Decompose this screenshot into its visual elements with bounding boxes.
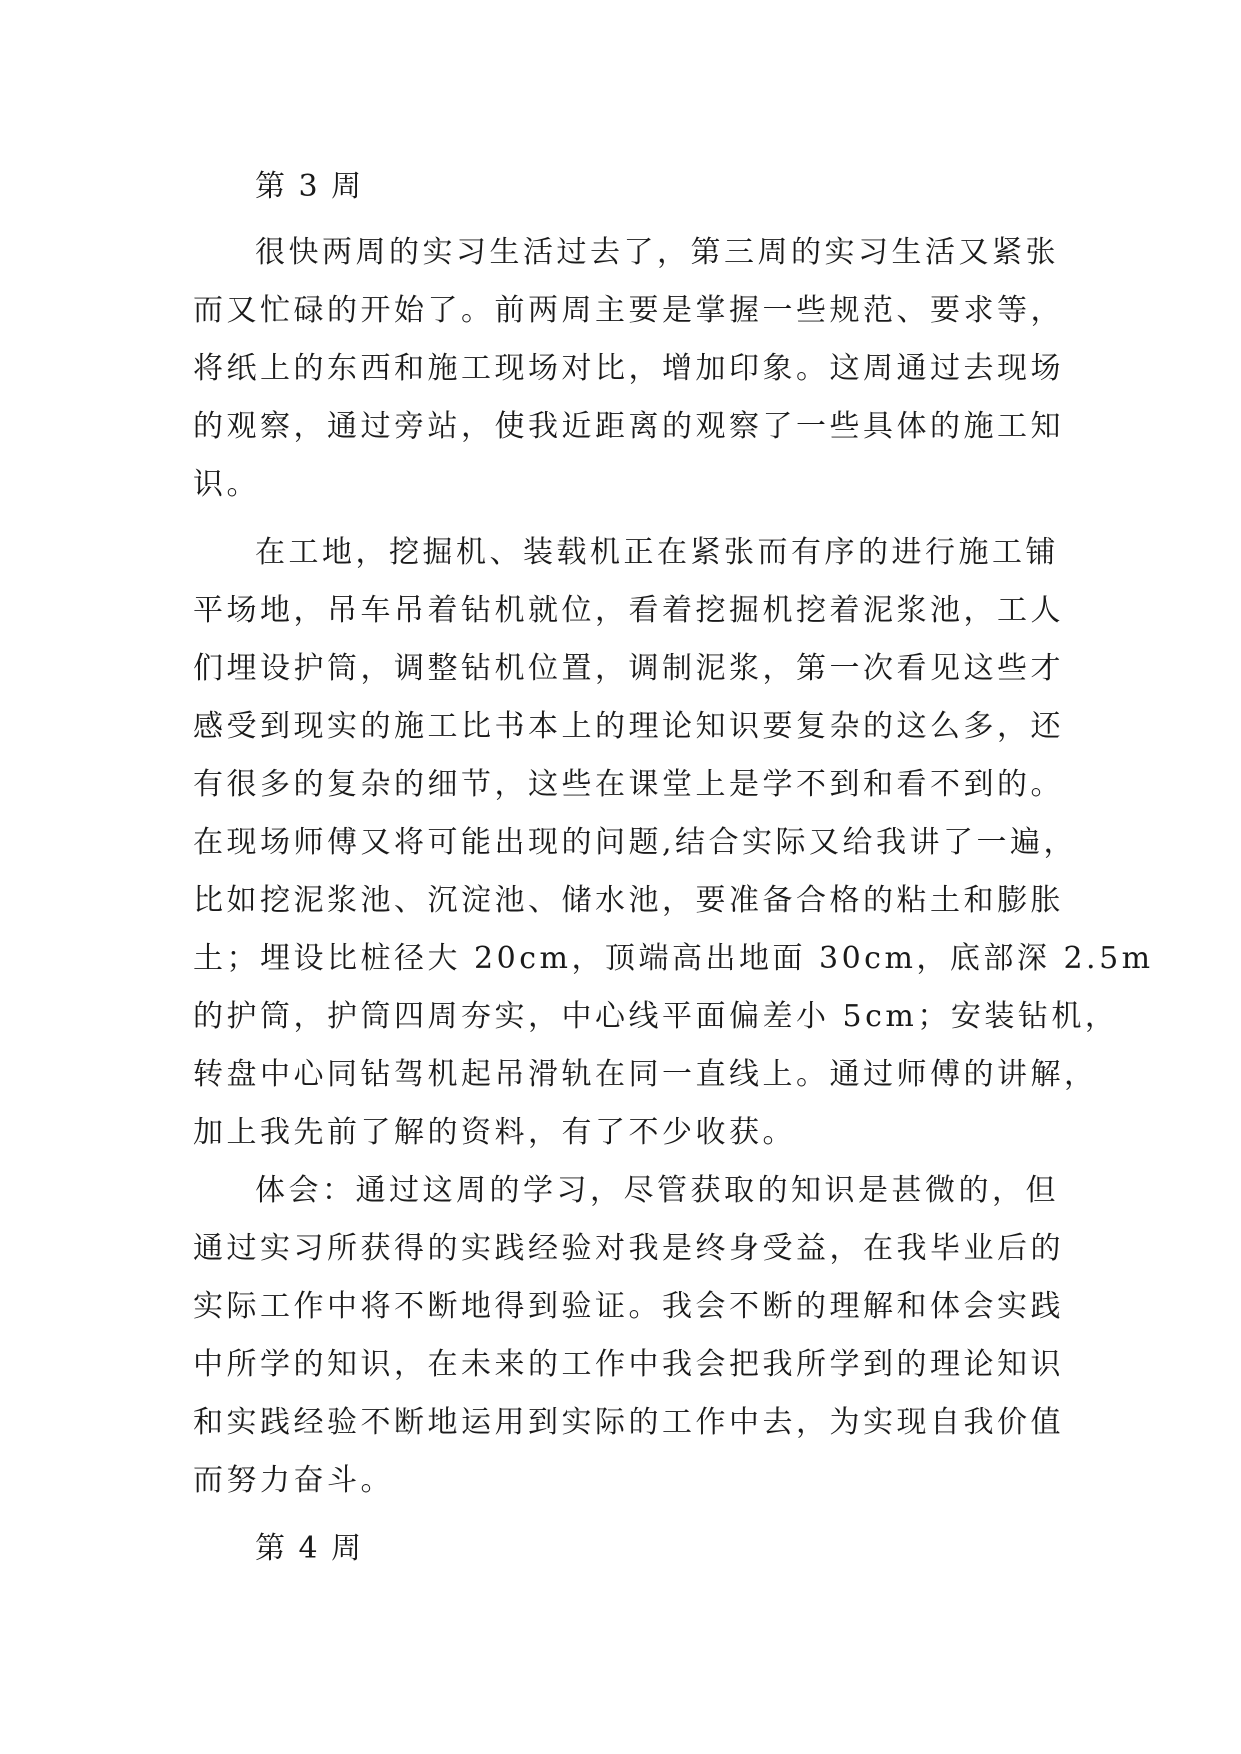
- text-line: 有很多的复杂的细节，这些在课堂上是学不到和看不到的。: [193, 767, 1064, 802]
- week3-heading-text: 第 3 周: [255, 169, 364, 204]
- paragraph-site-work: [193, 524, 1154, 1162]
- text-line: 而又忙碌的开始了。前两周主要是掌握一些规范、要求等，: [193, 293, 1064, 328]
- text-line: 转盘中心同钻驾机起吊滑轨在同一直线上。通过师傅的讲解，: [193, 1057, 1098, 1092]
- text-line: 中所学的知识，在未来的工作中我会把我所学到的理论知识: [193, 1347, 1064, 1382]
- week4-heading-text: 第 4 周: [255, 1531, 364, 1566]
- text-line: 识。: [193, 467, 260, 502]
- text-line: 比如挖泥浆池、沉淀池、储水池，要准备合格的粘土和膨胀: [193, 883, 1064, 918]
- text-line: 的观察，通过旁站，使我近距离的观察了一些具体的施工知: [193, 409, 1064, 444]
- text-line: 平场地，吊车吊着钻机就位，看着挖掘机挖着泥浆池，工人: [193, 593, 1064, 628]
- text-line: 加上我先前了解的资料，有了不少收获。: [193, 1115, 796, 1150]
- text-line: 感受到现实的施工比书本上的理论知识要复杂的这么多，还: [193, 709, 1064, 744]
- text-line: 的护筒，护筒四周夯实，中心线平面偏差小 5cm；安装钻机，: [193, 999, 1119, 1034]
- text-line: 们埋设护筒，调整钻机位置，调制泥浆，第一次看见这些才: [193, 651, 1064, 686]
- text-line: 在工地，挖掘机、装载机正在紧张而有序的进行施工铺: [255, 535, 1059, 570]
- text-line: 而努力奋斗。: [193, 1463, 394, 1498]
- text-line: 和实践经验不断地运用到实际的工作中去，为实现自我价值: [193, 1405, 1064, 1440]
- text-line: 很快两周的实习生活过去了，第三周的实习生活又紧张: [255, 235, 1059, 270]
- week3-heading: [193, 158, 1053, 216]
- text-line: 实际工作中将不断地得到验证。我会不断的理解和体会实践: [193, 1289, 1064, 1324]
- paragraph-reflection: [193, 1162, 1064, 1510]
- text-line: 在现场师傅又将可能出现的问题,结合实际又给我讲了一遍，: [193, 825, 1078, 860]
- text-line: 土；埋设比桩径大 20cm，顶端高出地面 30cm，底部深 2.5m: [193, 941, 1154, 976]
- paragraph-week3-intro: [193, 224, 1064, 514]
- text-line: 通过实习所获得的实践经验对我是终身受益，在我毕业后的: [193, 1231, 1064, 1266]
- text-line: 将纸上的东西和施工现场对比，增加印象。这周通过去现场: [193, 351, 1064, 386]
- document-body: [193, 158, 1154, 1578]
- text-line: 体会：通过这周的学习，尽管获取的知识是甚微的，但: [255, 1173, 1059, 1208]
- week4-heading: [193, 1520, 1053, 1578]
